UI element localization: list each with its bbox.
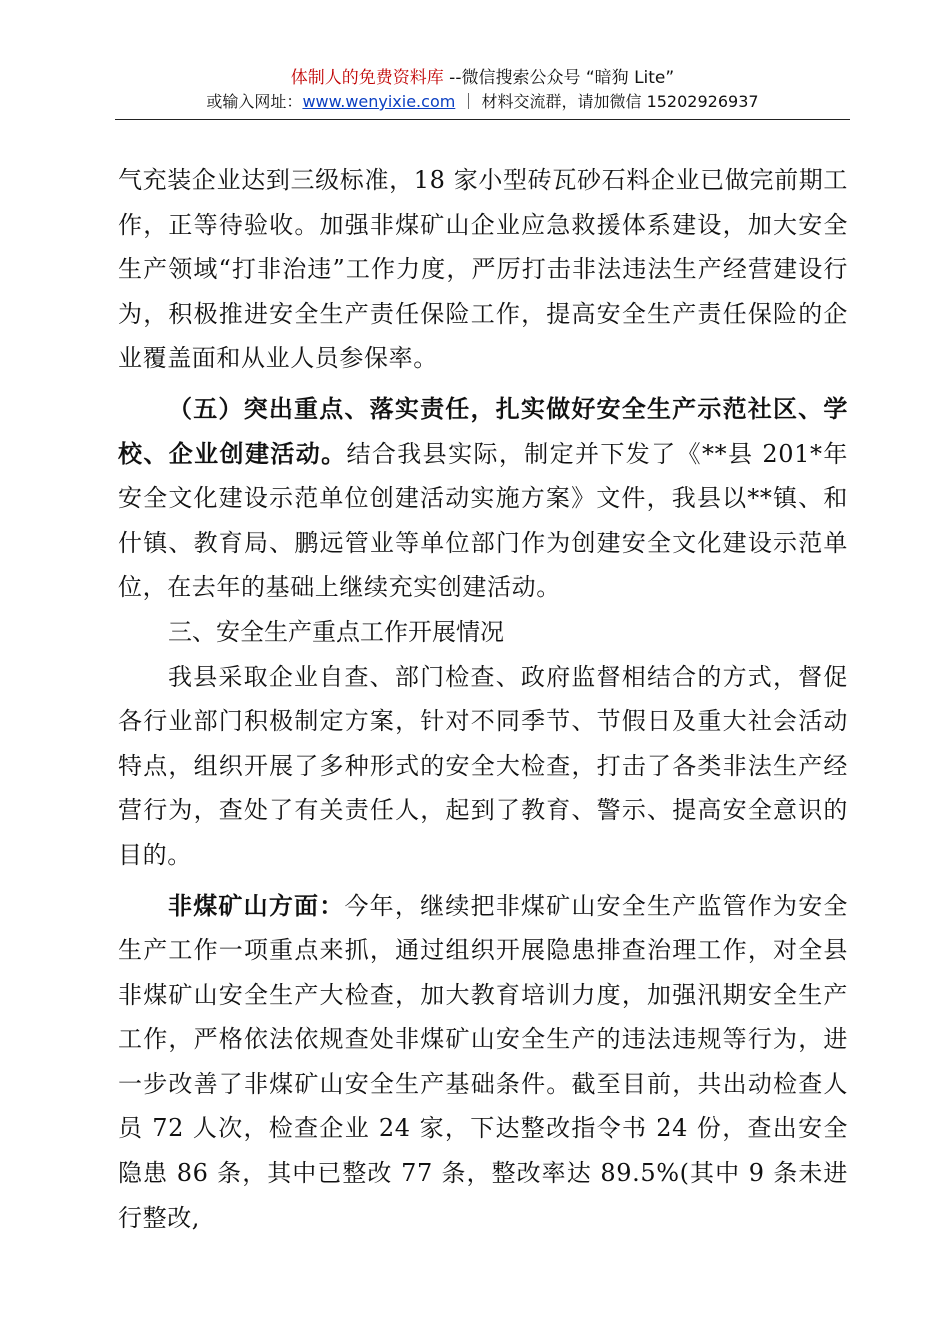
- paragraph-2-text: 结合我县实际，制定并下发了《**县 201*年安全文化建设示范单位创建活动实施方案》文件，我县以**镇、和什镇、教育局、鹏远管业等单位部门作为创建安全文化建设示范单位，在去年的基础上继续充实创建活动。: [118, 439, 848, 602]
- paragraph-2: [118, 387, 848, 610]
- section-heading-3: 三、安全生产重点工作开展情况: [168, 617, 504, 646]
- site-name: 体制人的免费资料库: [290, 68, 444, 88]
- document-body: [118, 158, 848, 1240]
- header-line-1: [115, 66, 850, 90]
- paragraph-4-heading: 非煤矿山方面：: [168, 891, 345, 920]
- wechat-hint: --微信搜索公众号 “暗狗 Lite”: [443, 68, 675, 88]
- contact-info: ｜ 材料交流群，请加微信 15202926937: [455, 92, 759, 111]
- header-divider: [115, 119, 850, 120]
- paragraph-3: 我县采取企业自查、部门检查、政府监督相结合的方式，督促各行业部门积极制定方案，针对不同季节、节假日及重大社会活动特点，组织开展了多种形式的安全大检查，打击了各类非法生产经营行为，查处了有关责任人，起到了教育、警示、提高安全意识的目的。: [118, 662, 848, 869]
- paragraph-4: [118, 884, 848, 1241]
- paragraph-2-heading: （五）突出重点、落实责任，扎实做好安全生产示范社区、学校、企业创建活动。: [118, 394, 848, 468]
- website-link[interactable]: www.wenyixie.com: [302, 92, 456, 111]
- paragraph-1: 气充装企业达到三级标准，18 家小型砖瓦砂石料企业已做完前期工作，正等待验收。加强非煤矿山企业应急救援体系建设，加大安全生产领域“打非治违”工作力度，严厉打击非法违法生产经营建设行为，积极推进安全生产责任保险工作，提高安全生产责任保险的企业覆盖面和从业人员参保率。: [118, 166, 848, 373]
- url-label: 或输入网址：: [206, 92, 303, 111]
- page-header: [115, 66, 850, 114]
- paragraph-4-text: 今年，继续把非煤矿山安全生产监管作为安全生产工作一项重点来抓，通过组织开展隐患排查治理工作，对全县非煤矿山安全生产大检查，加大教育培训力度，加强汛期安全生产工作，严格依法依规查处非煤矿山安全生产的违法违规等行为，进一步改善了非煤矿山安全生产基础条件。截至目前，共出动检查人员 72 人次，检查企业 24 家，下达整改指令书 24 份，查出安全隐患 86 条，其中已整改 77 条，整改率达 89.5%(其中 9 条未进行整改,: [118, 891, 848, 1232]
- header-line-2: [115, 90, 850, 114]
